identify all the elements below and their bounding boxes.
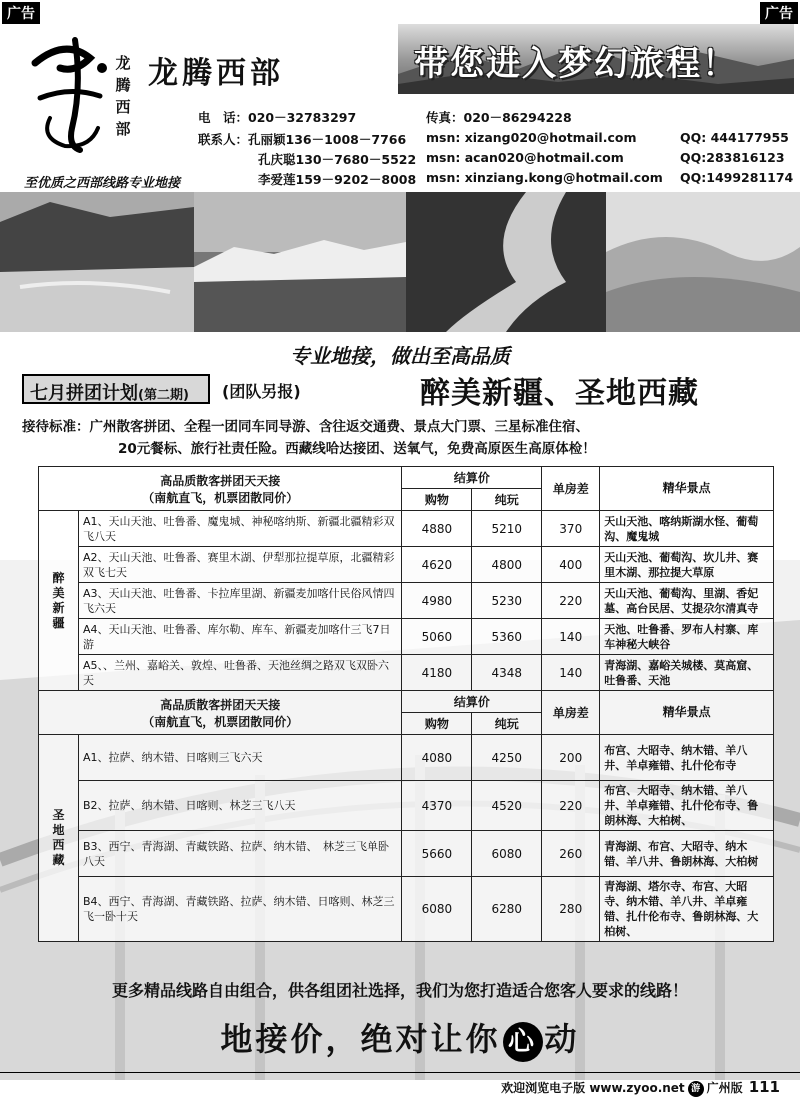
pure-price: 4800	[472, 547, 542, 583]
shopping-price: 5660	[402, 831, 472, 877]
pure-price: 5360	[472, 619, 542, 655]
main-slogan: 专业地接，做出至高品质	[290, 344, 510, 368]
table-row	[39, 511, 774, 547]
bottom-line1: 更多精品线路自由组合，供各组团社选择，我们为您打造适合您客人要求的线路！	[111, 981, 688, 1000]
header-sub-text: （南航直飞，机票团散同价）	[142, 490, 299, 505]
pure-price: 4250	[472, 735, 542, 781]
ad-tag-left: 广告	[2, 2, 40, 24]
single-diff-header: 单房差	[542, 691, 600, 735]
shopping-price: 4620	[402, 547, 472, 583]
group-name	[39, 511, 79, 691]
single-diff-price: 220	[542, 781, 600, 831]
contact-qq: QQ: 444177955	[680, 130, 789, 145]
table-header-row	[39, 467, 774, 489]
contact-qq: QQ:1499281174	[680, 170, 794, 185]
service-standard-line1: 接待标准：广州散客拼团、全程一团同车同导游、含往返交通费、景点大门票、三星标准住宿、	[22, 419, 589, 435]
contact-msn: msn: acan020@hotmail.com	[426, 150, 624, 165]
contact-person: 李爱莲159－9202－8008	[258, 172, 417, 187]
highlights-header: 精华景点	[600, 467, 774, 511]
bottom-line2-part-b: 动	[544, 1020, 580, 1058]
highlights-cell: 天山天池、葡萄沟、里湖、香妃墓、高台民居、艾提尕尔清真寺	[600, 583, 774, 619]
single-diff-price: 220	[542, 583, 600, 619]
banner	[398, 24, 794, 94]
pure-price: 6280	[472, 877, 542, 942]
brand-slogan: 至优质之西部线路专业地接	[24, 176, 181, 191]
shopping-header: 购物	[402, 713, 472, 735]
route-cell: B2、拉萨、纳木错、日喀则、林芝三飞八天	[78, 781, 401, 831]
price-header: 结算价	[402, 691, 542, 713]
single-diff-price: 140	[542, 619, 600, 655]
banner-text: 带您进入梦幻旅程！	[414, 44, 738, 84]
header-title-text: 高品质散客拼团天天接	[160, 697, 281, 712]
single-diff-price: 370	[542, 511, 600, 547]
shopping-header: 购物	[402, 489, 472, 511]
table-row	[39, 583, 774, 619]
photo-strip	[0, 192, 800, 332]
shopping-price: 4180	[402, 655, 472, 691]
shopping-price: 4880	[402, 511, 472, 547]
highlights-cell: 布宫、大昭寺、纳木错、羊八井、羊卓雍错、扎什伦布寺、鲁朗林海、大柏树、	[600, 781, 774, 831]
footer	[501, 1078, 780, 1097]
table-row	[39, 831, 774, 877]
photo-mountain	[194, 192, 406, 332]
table-row	[39, 619, 774, 655]
ad-tag-right: 广告	[760, 2, 798, 24]
single-diff-header: 单房差	[542, 467, 600, 511]
group-name	[39, 735, 79, 942]
price-header: 结算价	[402, 467, 542, 489]
route-cell: B3、西宁、青海湖、青藏铁路、拉萨、纳木错、 林芝三飞单卧八天	[78, 831, 401, 877]
shopping-price: 4080	[402, 735, 472, 781]
footer-link-text[interactable]: 欢迎浏览电子版 www.zyoo.net	[501, 1081, 685, 1095]
pure-header: 纯玩	[472, 713, 542, 735]
shopping-price: 6080	[402, 877, 472, 942]
team-note: (团队另报)	[222, 382, 301, 401]
highlights-cell: 天池、吐鲁番、罗布人村寨、库车神秘大峡谷	[600, 619, 774, 655]
table-row	[39, 877, 774, 942]
plan-issue: (第二期)	[138, 388, 189, 403]
highlights-header: 精华景点	[600, 691, 774, 735]
route-cell: A2、天山天池、吐鲁番、赛里木湖、伊犁那拉提草原，北疆精彩双飞七天	[78, 547, 401, 583]
highlights-cell: 天山天池、葡萄沟、坎儿井、赛里木湖、那拉提大草原	[600, 547, 774, 583]
photo-desert	[606, 192, 800, 332]
bottom-line2-part-a: 地接价，绝对让你	[220, 1020, 501, 1058]
shopping-price: 4370	[402, 781, 472, 831]
contact-phone: 电 话：020－32783297	[198, 110, 357, 125]
single-diff-price: 260	[542, 831, 600, 877]
pure-price: 6080	[472, 831, 542, 877]
contact-msn: msn: xizang020@hotmail.com	[426, 130, 637, 145]
destination-title: 醉美新疆、圣地西藏	[420, 376, 699, 411]
heart-bubble: 心	[503, 1022, 543, 1062]
header-sub-text: （南航直飞，机票团散同价）	[142, 714, 299, 729]
highlights-cell: 布宫、大昭寺、纳木错、羊八井、羊卓雍错、扎什伦布寺	[600, 735, 774, 781]
pure-price: 4348	[472, 655, 542, 691]
highlights-cell: 青海湖、塔尔寺、布宫、大昭寺、纳木错、羊八井、羊卓雍错、扎什伦布寺、鲁朗林海、大柏树、	[600, 877, 774, 942]
contact-msn: msn: xinziang.kong@hotmail.com	[426, 170, 663, 185]
header-title	[39, 467, 402, 511]
shopping-price: 5060	[402, 619, 472, 655]
pure-header: 纯玩	[472, 489, 542, 511]
header-title	[39, 691, 402, 735]
plan-title: 七月拼团计划	[30, 383, 138, 404]
pure-price: 5210	[472, 511, 542, 547]
route-cell: A1、拉萨、纳木错、日喀则三飞六天	[78, 735, 401, 781]
shopping-price: 4980	[402, 583, 472, 619]
contact-person: 孔庆聪130－7680－5522	[258, 152, 417, 167]
contact-fax: 传真：020－86294228	[426, 110, 572, 125]
bottom-line2	[0, 1014, 800, 1062]
itinerary-table	[38, 466, 774, 942]
route-cell: A4、天山天池、吐鲁番、库尔勒、库车、新疆麦加喀什三飞7日游	[78, 619, 401, 655]
footer-divider	[0, 1072, 800, 1073]
pure-price: 4520	[472, 781, 542, 831]
highlights-cell: 青海湖、嘉峪关城楼、莫高窟、吐鲁番、天池	[600, 655, 774, 691]
route-cell: A1、天山天池、吐鲁番、魔鬼城、神秘喀纳斯、新疆北疆精彩双飞八天	[78, 511, 401, 547]
pure-price: 5230	[472, 583, 542, 619]
highlights-cell: 天山天池、喀纳斯湖水怪、葡萄沟、魔鬼城	[600, 511, 774, 547]
route-cell: A5、、兰州、嘉峪关、敦煌、吐鲁番、天池丝绸之路双飞双卧六天	[78, 655, 401, 691]
table-row	[39, 735, 774, 781]
plan-title-box	[22, 374, 210, 404]
header-title-text: 高品质散客拼团天天接	[160, 473, 281, 488]
photo-river	[406, 192, 606, 332]
brand-vertical-text: 龙腾西部	[115, 54, 131, 138]
route-cell: B4、西宁、青海湖、青藏铁路、拉萨、纳木错、日喀则、林芝三飞一卧十天	[78, 877, 401, 942]
service-standard-line2: 20元餐标、旅行社责任险。西藏线哈达接团、送氧气，免费高原医生高原体检！	[118, 441, 596, 457]
table-row	[39, 547, 774, 583]
route-cell: A3、天山天池、吐鲁番、卡拉库里湖、新疆麦加喀什民俗风情四飞六天	[78, 583, 401, 619]
contact-person: 联系人：孔丽颖136－1008－7766	[198, 132, 407, 147]
brand-name: 龙腾西部	[148, 56, 284, 91]
single-diff-price: 140	[542, 655, 600, 691]
table-row	[39, 781, 774, 831]
site-badge-icon: 游	[688, 1081, 704, 1097]
table-row	[39, 655, 774, 691]
single-diff-price: 400	[542, 547, 600, 583]
group-name-text: 醉美新疆	[52, 570, 65, 630]
single-diff-price: 200	[542, 735, 600, 781]
contact-qq: QQ:283816123	[680, 150, 785, 165]
page-number: 111	[748, 1078, 780, 1096]
highlights-cell: 青海湖、布宫、大昭寺、纳木错、羊八井、鲁朗林海、大柏树	[600, 831, 774, 877]
footer-edition: 广州版	[706, 1081, 743, 1095]
group-name-text: 圣地西藏	[52, 808, 65, 867]
single-diff-price: 280	[542, 877, 600, 942]
photo-lake	[0, 192, 194, 332]
table-header-row	[39, 691, 774, 713]
